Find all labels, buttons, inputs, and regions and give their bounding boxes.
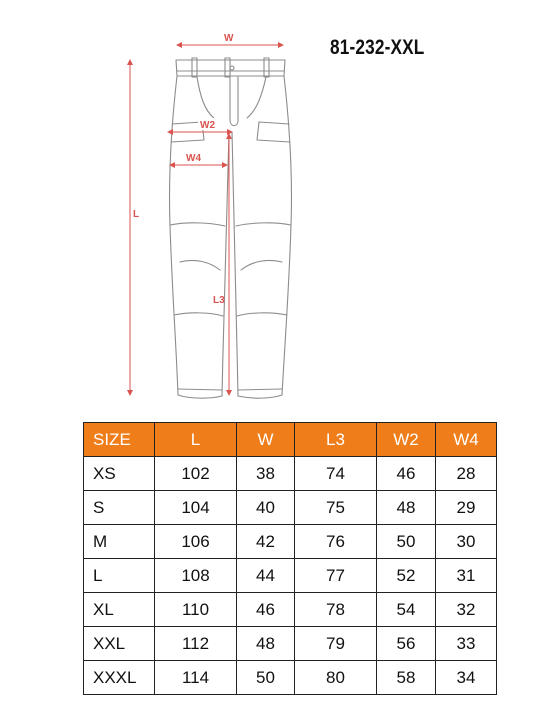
cell-l3: 78 xyxy=(295,593,377,627)
left-leg-inner xyxy=(222,132,229,396)
right-hem xyxy=(238,395,282,398)
cell-w4: 28 xyxy=(436,457,497,491)
cell-l3: 75 xyxy=(295,491,377,525)
left-hem xyxy=(178,395,222,398)
cell-size: XXL xyxy=(84,627,155,661)
right-knee-seam-lower xyxy=(237,313,287,316)
dim-w2-label: W2 xyxy=(200,120,215,131)
left-front-pocket xyxy=(197,77,214,118)
cell-w4: 34 xyxy=(436,661,497,695)
cell-w4: 33 xyxy=(436,627,497,661)
dim-l-label: L xyxy=(133,209,140,220)
fly-stitch xyxy=(230,77,238,126)
dim-w-label: W xyxy=(224,33,234,44)
left-hem-line xyxy=(178,389,222,390)
cell-l: 110 xyxy=(155,593,237,627)
header-size: SIZE xyxy=(84,423,155,457)
header-w4: W4 xyxy=(436,423,497,457)
table-row xyxy=(84,491,497,525)
cell-w2: 48 xyxy=(377,491,436,525)
table-row xyxy=(84,593,497,627)
table-row xyxy=(84,525,497,559)
table-row xyxy=(84,457,497,491)
cell-size: XL xyxy=(84,593,155,627)
product-code: 81-232-XXL xyxy=(330,36,425,59)
right-knee-seam-upper xyxy=(236,223,291,226)
cell-size: S xyxy=(84,491,155,525)
cell-l: 108 xyxy=(155,559,237,593)
right-hem-line xyxy=(238,389,282,390)
cell-l3: 76 xyxy=(295,525,377,559)
header-l: L xyxy=(155,423,237,457)
left-knee-dart xyxy=(180,260,220,270)
right-side-pocket xyxy=(257,122,290,142)
right-knee-dart xyxy=(241,260,282,270)
table-row xyxy=(84,559,497,593)
cell-w2: 54 xyxy=(377,593,436,627)
belt-loop-left xyxy=(192,58,197,77)
trousers-outline xyxy=(169,58,291,398)
header-w: W xyxy=(237,423,295,457)
cell-l: 106 xyxy=(155,525,237,559)
cell-l: 102 xyxy=(155,457,237,491)
cell-l: 112 xyxy=(155,627,237,661)
cell-w2: 46 xyxy=(377,457,436,491)
cell-l3: 79 xyxy=(295,627,377,661)
cell-size: M xyxy=(84,525,155,559)
cell-w: 38 xyxy=(237,457,295,491)
cell-w2: 56 xyxy=(377,627,436,661)
cell-l3: 74 xyxy=(295,457,377,491)
belt-loop-right xyxy=(264,58,269,77)
cell-w2: 52 xyxy=(377,559,436,593)
cell-size: XXXL xyxy=(84,661,155,695)
table-row xyxy=(84,627,497,661)
table-row xyxy=(84,661,497,695)
dim-l3-label: L3 xyxy=(213,295,225,306)
header-l3: L3 xyxy=(295,423,377,457)
table-header-row xyxy=(84,423,497,457)
cell-w: 44 xyxy=(237,559,295,593)
cell-w4: 31 xyxy=(436,559,497,593)
right-leg-inner xyxy=(232,132,238,396)
cell-w: 50 xyxy=(237,661,295,695)
waist-button xyxy=(230,66,234,70)
cell-w4: 30 xyxy=(436,525,497,559)
cell-w: 40 xyxy=(237,491,295,525)
cell-l3: 77 xyxy=(295,559,377,593)
cell-w: 48 xyxy=(237,627,295,661)
right-front-pocket xyxy=(247,77,266,118)
cell-w2: 58 xyxy=(377,661,436,695)
cell-l3: 80 xyxy=(295,661,377,695)
cell-w4: 29 xyxy=(436,491,497,525)
cell-l: 114 xyxy=(155,661,237,695)
cell-w4: 32 xyxy=(436,593,497,627)
cell-w: 46 xyxy=(237,593,295,627)
left-knee-seam-lower xyxy=(174,313,223,316)
cell-w2: 50 xyxy=(377,525,436,559)
belt-loop-center xyxy=(225,58,230,77)
left-knee-seam-upper xyxy=(170,223,225,226)
dim-w4-label: W4 xyxy=(186,153,201,164)
cell-l: 104 xyxy=(155,491,237,525)
size-chart-table xyxy=(83,422,497,695)
header-w2: W2 xyxy=(377,423,436,457)
cell-size: L xyxy=(84,559,155,593)
cell-w: 42 xyxy=(237,525,295,559)
cell-size: XS xyxy=(84,457,155,491)
